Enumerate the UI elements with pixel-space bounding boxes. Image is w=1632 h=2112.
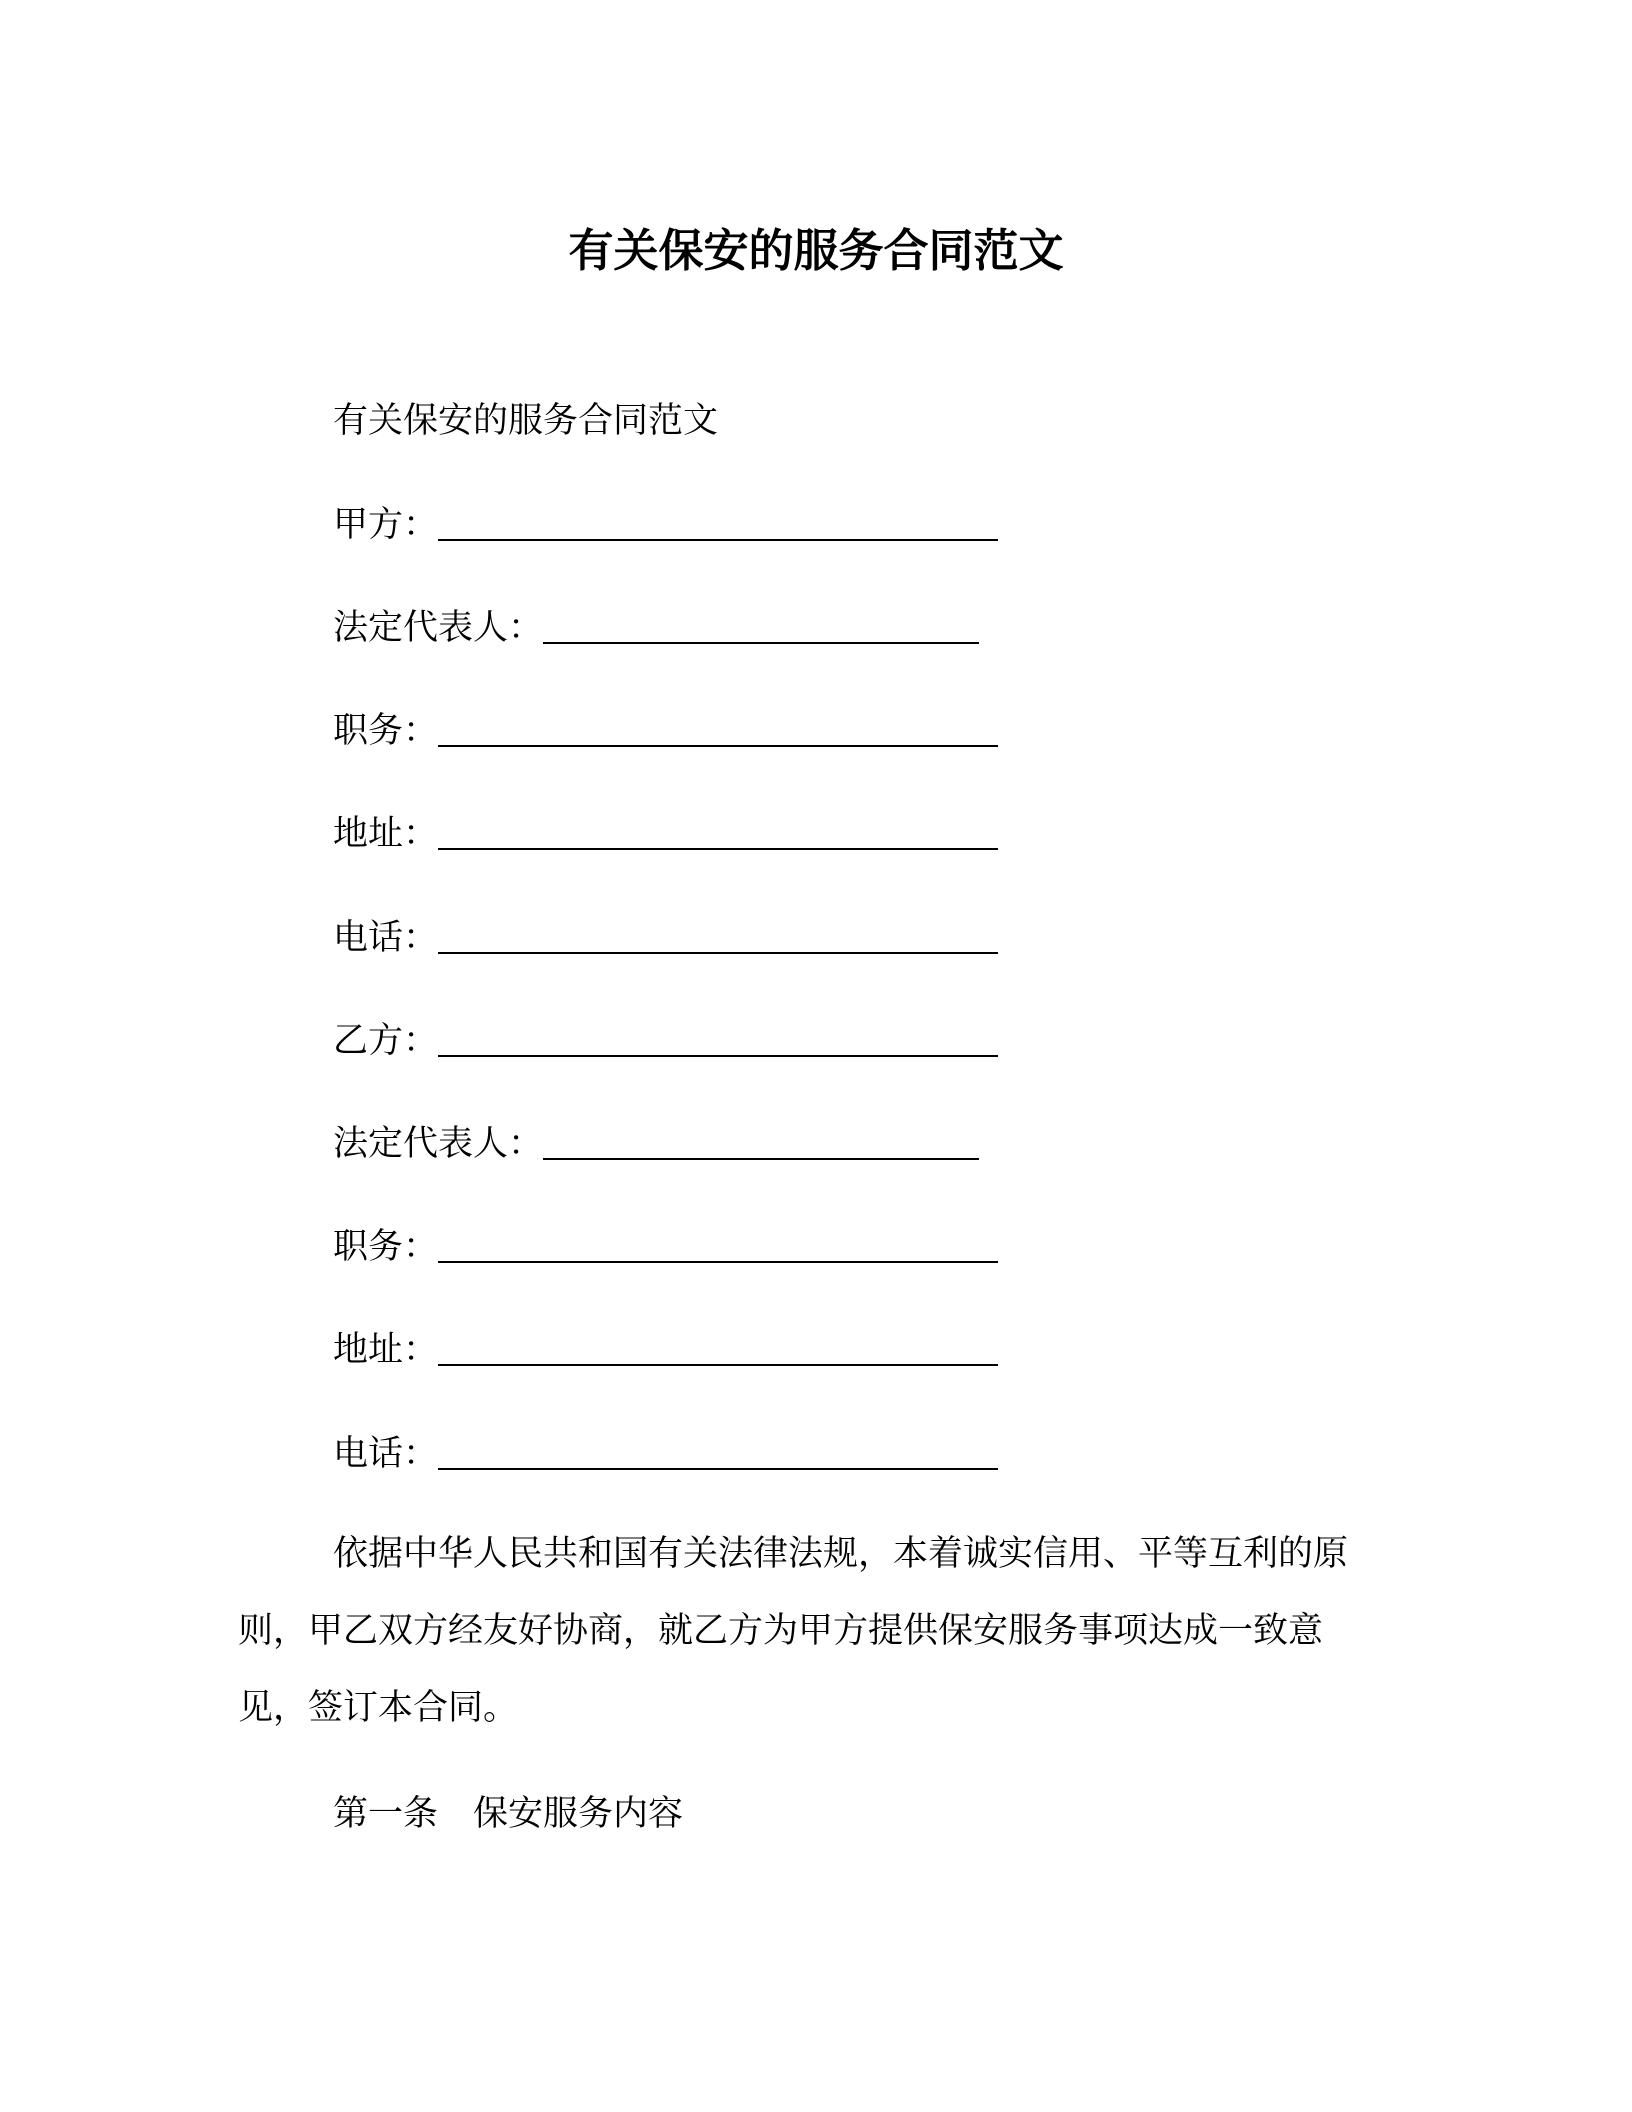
party-a-legal-rep-label: 法定代表人： [333,608,544,648]
party-a-position-field [333,707,998,755]
party-a-address-field [333,810,998,858]
party-a-legal-rep-blank [543,604,979,644]
party-b-phone-field [333,1430,998,1478]
intro-paragraph: 依据中华人民共和国有关法律法规，本着诚实信用、平等互利的原则，甲乙双方经友好协商，就乙方为甲方提供保安服务事项达成一致意见，签订本合同。 [238,1534,1349,1728]
party-b-label: 乙方： [333,1021,439,1061]
party-b-phone-blank [438,1430,998,1470]
party-a-position-label: 职务： [333,711,439,751]
party-a-phone-blank [438,914,998,954]
party-b-legal-rep-label: 法定代表人： [333,1124,544,1164]
party-b-address-label: 地址： [333,1330,439,1370]
party-b-legal-rep-field [333,1120,979,1168]
party-b-address-field [333,1326,998,1374]
party-b-position-field [333,1223,998,1271]
party-b-phone-label: 电话： [333,1434,439,1474]
party-b-legal-rep-blank [543,1120,979,1160]
party-a-address-blank [438,810,998,850]
party-b-address-blank [438,1326,998,1366]
article-1-heading: 第一条 保安服务内容 [333,1794,684,1834]
party-a-blank [438,501,998,541]
party-a-position-blank [438,707,998,747]
party-a-field [333,501,998,549]
party-b-position-blank [438,1223,998,1263]
party-b-position-label: 职务： [333,1227,439,1267]
party-a-legal-rep-field [333,604,979,652]
document-title: 有关保安的服务合同范文 [568,224,1064,277]
party-a-phone-field [333,914,998,962]
party-a-label: 甲方： [333,505,439,545]
party-a-address-label: 地址： [333,814,439,854]
party-b-blank [438,1017,998,1057]
party-b-field [333,1017,998,1065]
document-subtitle: 有关保安的服务合同范文 [333,401,719,441]
party-a-phone-label: 电话： [333,918,439,958]
